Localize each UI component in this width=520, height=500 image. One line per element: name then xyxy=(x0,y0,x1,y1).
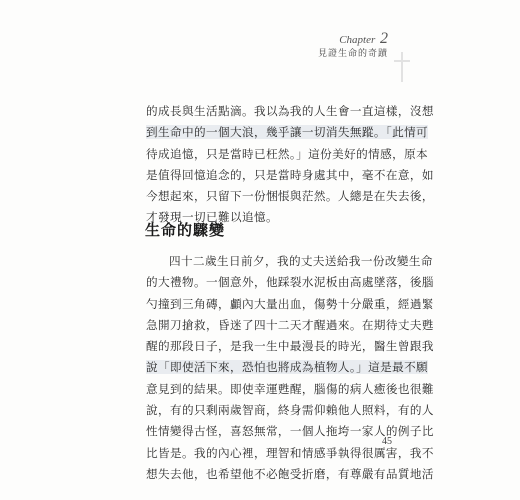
highlighted-text: 說「即使活下來，恐怕也將成為植物人。」這是最不願 xyxy=(146,360,429,375)
paragraph-2 xyxy=(146,251,434,485)
text-line: 急開刀搶救，昏迷了四十二天才醒過來。在期待丈夫甦 xyxy=(146,317,434,332)
text-line xyxy=(146,122,429,143)
text-line: 今想起來，只留下一份悃悵與茫然。人總是在失去後， xyxy=(146,189,434,204)
cross-ornament-icon xyxy=(394,52,410,82)
text-line: 待成追憶，只是當時已枉然。」這份美好的情感，原本 xyxy=(146,146,429,161)
chapter-label xyxy=(318,32,388,47)
text-line: 醒的那段日子，是我一生中最漫長的時光，醫生曾跟我 xyxy=(146,339,434,354)
paragraph-1 xyxy=(146,101,434,229)
highlighted-text: 到生命中的一個大浪，幾乎讓一切消失無蹤。「此情可 xyxy=(146,125,429,140)
chapter-number: 2 xyxy=(380,30,388,47)
text-line: 才發現一切已難以追憶。 xyxy=(146,210,278,225)
page-number: 45 xyxy=(382,436,392,447)
text-line: 性情變得古怪，喜怒無常，一個人拖垮一家人的例子比 xyxy=(146,424,434,439)
text-line: 的大禮物。一個意外，他踩裂水泥板由高處墜落，後腦 xyxy=(146,275,434,290)
text-line: 說，有的只剩兩歲智商，終身需仰賴他人照料，有的人 xyxy=(146,403,434,418)
section-heading: 生命的驟變 xyxy=(145,221,226,239)
text-line: 比皆是。我的內心裡，理智和情感爭執得很厲害，我不 xyxy=(146,445,434,460)
text-line: 四十二歲生日前夕，我的丈夫送給我一份改變生命 xyxy=(169,254,433,268)
chapter-title: 見證生命的奇蹟 xyxy=(317,49,388,59)
text-line: 是值得回憶追念的，只是當時身處其中，毫不在意，如 xyxy=(146,167,434,182)
chapter-header xyxy=(318,32,388,60)
text-line: 想失去他，也希望他不必飽受折磨，有尊嚴有品質地活 xyxy=(146,466,434,481)
chapter-word: Chapter xyxy=(339,34,376,46)
text-line: 的成長與生活點滴。我以為我的人生會一直這樣，沒想 xyxy=(146,104,434,118)
text-line: 意見到的結果。即使幸運甦醒，腦傷的病人癒後也很難 xyxy=(146,381,434,396)
text-line: 勺撞到三角磚，顱內大量出血，傷勢十分嚴重，經過緊 xyxy=(146,296,434,311)
text-line xyxy=(146,357,429,378)
